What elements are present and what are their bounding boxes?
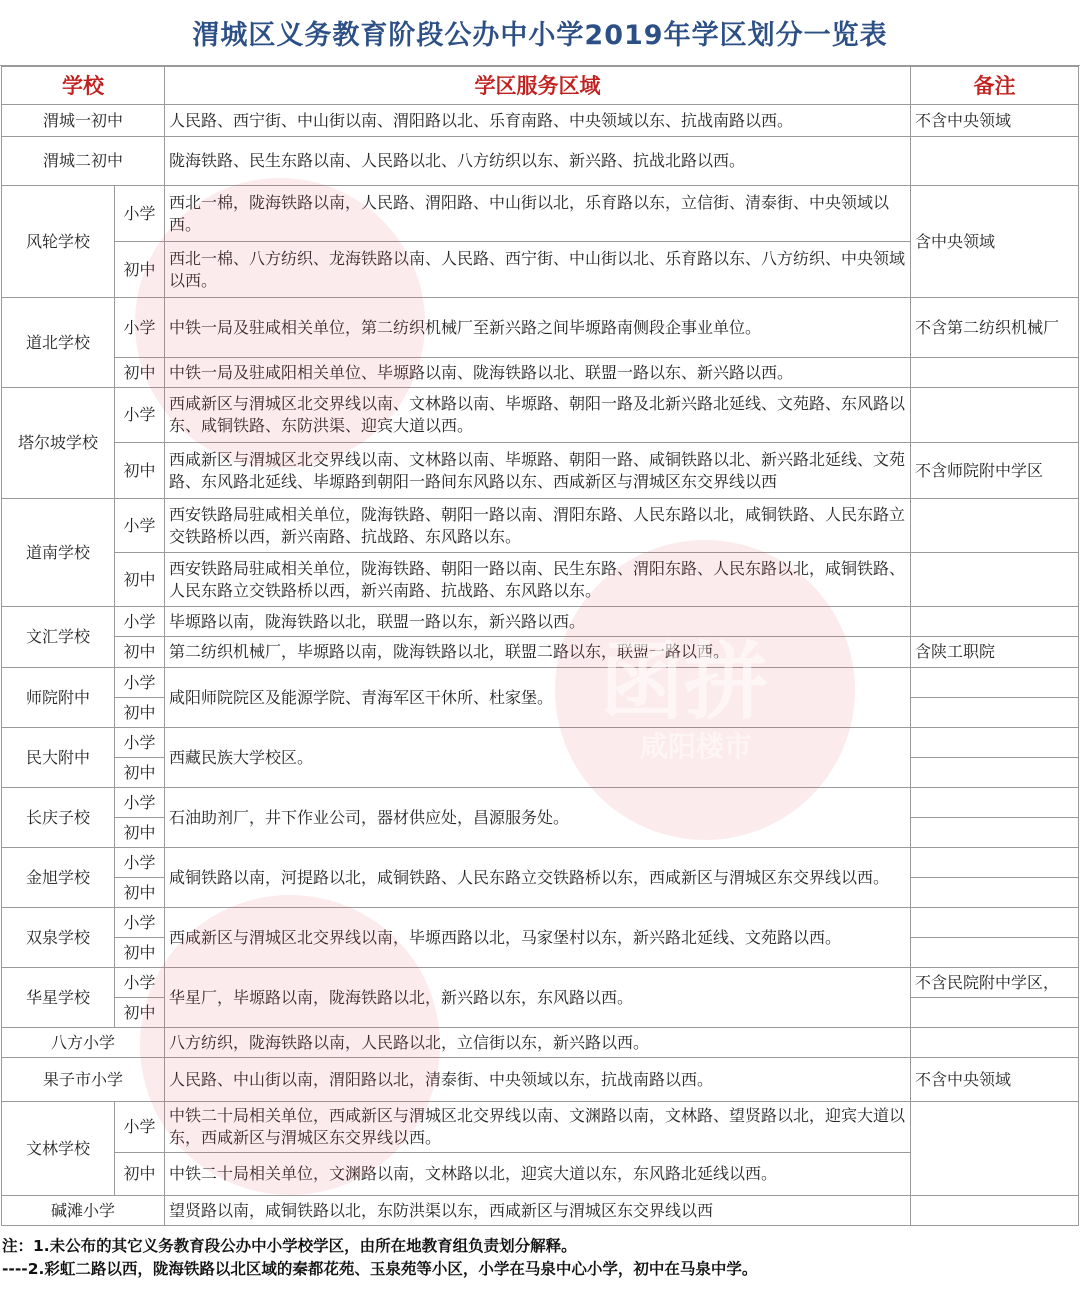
table-row <box>2 105 1079 137</box>
level-middle: 初中 <box>115 1153 165 1196</box>
table-row <box>2 137 1079 186</box>
table-row <box>2 388 1079 443</box>
level-middle: 初中 <box>115 878 165 908</box>
level-middle: 初中 <box>115 938 165 968</box>
table-row <box>2 358 1079 388</box>
table-row <box>2 968 1079 998</box>
district-note: 不含师院附中学区 <box>911 443 1079 499</box>
district-note <box>911 1102 1079 1196</box>
school-name: 文汇学校 <box>2 607 115 668</box>
school-name: 果子市小学 <box>2 1058 165 1102</box>
district-area: 西安铁路局驻咸相关单位，陇海铁路、朝阳一路以南、民生东路、渭阳东路、人民东路以北，咸铜铁路、人民东路立交铁路桥以西，新兴南路、抗战路、东风路以东。 <box>165 553 911 607</box>
table-row <box>2 728 1079 758</box>
district-note <box>911 607 1079 637</box>
district-area: 八方纺织，陇海铁路以南，人民路以北，立信街以东，新兴路以西。 <box>165 1028 911 1058</box>
district-note <box>911 1028 1079 1058</box>
header-school: 学校 <box>2 67 165 105</box>
district-note: 不含第二纺织机械厂 <box>911 298 1079 358</box>
district-area: 毕塬路以南，陇海铁路以北，联盟一路以东，新兴路以西。 <box>165 607 911 637</box>
district-note: 含陕工职院 <box>911 637 1079 668</box>
table-row <box>2 637 1079 668</box>
school-name: 华星学校 <box>2 968 115 1028</box>
district-note <box>911 758 1079 788</box>
district-area: 中铁二十局相关单位，文渊路以南，文林路以北，迎宾大道以东，东风路北延线以西。 <box>165 1153 911 1196</box>
table-row <box>2 1058 1079 1102</box>
table-row <box>2 607 1079 637</box>
school-district-table <box>1 66 1079 1226</box>
table-row <box>2 1102 1079 1153</box>
level-primary: 小学 <box>115 848 165 878</box>
district-area: 西咸新区与渭城区北交界线以南，毕塬西路以北，马家堡村以东，新兴路北延线、文苑路以西。 <box>165 908 911 968</box>
district-note <box>911 388 1079 443</box>
district-area: 西藏民族大学校区。 <box>165 728 911 788</box>
district-note <box>911 499 1079 553</box>
district-area: 人民路、西宁街、中山街以南、渭阳路以北、乐育南路、中央领域以东、抗战南路以西。 <box>165 105 911 137</box>
district-area: 西咸新区与渭城区北交界线以南、文林路以南、毕塬路、朝阳一路、咸铜铁路以北、新兴路北延线、文苑路、东风路北延线、毕塬路到朝阳一路间东风路以东、西咸新区与渭城区东交界线以西 <box>165 443 911 499</box>
district-area: 咸铜铁路以南，河提路以北，咸铜铁路、人民东路立交铁路桥以东，西咸新区与渭城区东交界线以西。 <box>165 848 911 908</box>
header-note: 备注 <box>911 67 1079 105</box>
watermark-brand-text: 函拼 <box>600 633 769 731</box>
table-row <box>2 848 1079 878</box>
district-note <box>911 668 1079 698</box>
level-primary: 小学 <box>115 186 165 242</box>
header-area: 学区服务区域 <box>165 67 911 105</box>
district-note <box>911 818 1079 848</box>
school-name: 渭城二初中 <box>2 137 165 186</box>
level-primary: 小学 <box>115 298 165 358</box>
district-note <box>911 553 1079 607</box>
table-row <box>2 186 1079 242</box>
district-area: 望贤路以南，咸铜铁路以北，东防洪渠以东，西咸新区与渭城区东交界线以西 <box>165 1196 911 1226</box>
school-name: 道北学校 <box>2 298 115 388</box>
school-name: 渭城一初中 <box>2 105 165 137</box>
level-primary: 小学 <box>115 499 165 553</box>
footnote-1: 注：1.未公布的其它义务教育段公办中小学校学区，由所在地教育组负责划分解释。 <box>2 1237 577 1255</box>
school-name: 双泉学校 <box>2 908 115 968</box>
level-primary: 小学 <box>115 1102 165 1153</box>
district-area: 中铁二十局相关单位，西咸新区与渭城区北交界线以南、文渊路以南，文林路、望贤路以北，迎宾大道以东，西咸新区与渭城区东交界线以西。 <box>165 1102 911 1153</box>
level-middle: 初中 <box>115 242 165 298</box>
district-area: 第二纺织机械厂，毕塬路以南，陇海铁路以北，联盟二路以东，联盟一路以西。 <box>165 637 911 668</box>
district-note <box>911 728 1079 758</box>
level-primary: 小学 <box>115 388 165 443</box>
district-area: 西北一棉，陇海铁路以南，人民路、渭阳路、中山街以北，乐育路以东，立信街、清泰街、中央领域以西。 <box>165 186 911 242</box>
school-name: 金旭学校 <box>2 848 115 908</box>
table-row <box>2 553 1079 607</box>
level-middle: 初中 <box>115 358 165 388</box>
district-area: 中铁一局及驻咸相关单位，第二纺织机械厂至新兴路之间毕塬路南侧段企事业单位。 <box>165 298 911 358</box>
table-row <box>2 443 1079 499</box>
district-note <box>911 358 1079 388</box>
district-area: 西北一棉、八方纺织、龙海铁路以南、人民路、西宁街、中山街以北、乐育路以东、八方纺织、中央领域以西。 <box>165 242 911 298</box>
district-note: 不含民院附中学区， <box>911 968 1079 998</box>
school-name: 风轮学校 <box>2 186 115 298</box>
level-primary: 小学 <box>115 728 165 758</box>
footnotes <box>2 1235 1078 1281</box>
district-note <box>911 698 1079 728</box>
table-row <box>2 499 1079 553</box>
level-middle: 初中 <box>115 553 165 607</box>
district-note <box>911 908 1079 938</box>
school-name: 碱滩小学 <box>2 1196 165 1226</box>
district-area: 人民路、中山街以南，渭阳路以北，清泰街、中央领域以东，抗战南路以西。 <box>165 1058 911 1102</box>
level-middle: 初中 <box>115 758 165 788</box>
level-middle: 初中 <box>115 818 165 848</box>
district-area: 石油助剂厂，井下作业公司，器材供应处，昌源服务处。 <box>165 788 911 848</box>
school-name: 八方小学 <box>2 1028 165 1058</box>
district-note: 含中央领域 <box>911 186 1079 298</box>
level-middle: 初中 <box>115 698 165 728</box>
district-note <box>911 788 1079 818</box>
table-row <box>2 668 1079 698</box>
school-name: 文林学校 <box>2 1102 115 1196</box>
district-area: 西安铁路局驻咸相关单位，陇海铁路、朝阳一路以南、渭阳东路、人民东路以北，咸铜铁路、人民东路立交铁路桥以西，新兴南路、抗战路、东风路以东。 <box>165 499 911 553</box>
school-name: 塔尔坡学校 <box>2 388 115 499</box>
school-name: 师院附中 <box>2 668 115 728</box>
table-row <box>2 298 1079 358</box>
district-note <box>911 998 1079 1028</box>
table-row <box>2 1028 1079 1058</box>
district-area: 中铁一局及驻咸阳相关单位、毕塬路以南、陇海铁路以北、联盟一路以东、新兴路以西。 <box>165 358 911 388</box>
school-name: 道南学校 <box>2 499 115 607</box>
district-note: 不含中央领域 <box>911 105 1079 137</box>
footnote-2: ----2.彩虹二路以西，陇海铁路以北区域的秦都花苑、玉泉苑等小区，小学在马泉中心小学，初中在马泉中学。 <box>2 1260 758 1278</box>
level-middle: 初中 <box>115 637 165 668</box>
watermark-sub-text: 咸阳楼市 <box>640 730 753 763</box>
district-area: 华星厂，毕塬路以南，陇海铁路以北，新兴路以东，东风路以西。 <box>165 968 911 1028</box>
level-primary: 小学 <box>115 968 165 998</box>
level-primary: 小学 <box>115 607 165 637</box>
district-note: 不含中央领域 <box>911 1058 1079 1102</box>
level-primary: 小学 <box>115 908 165 938</box>
page-title: 渭城区义务教育阶段公办中小学2019年学区划分一览表 <box>0 0 1080 66</box>
district-area: 陇海铁路、民生东路以南、人民路以北、八方纺织以东、新兴路、抗战北路以西。 <box>165 137 911 186</box>
table-row <box>2 908 1079 938</box>
district-note <box>911 137 1079 186</box>
level-primary: 小学 <box>115 668 165 698</box>
level-middle: 初中 <box>115 998 165 1028</box>
district-note <box>911 1196 1079 1226</box>
level-middle: 初中 <box>115 443 165 499</box>
table-header-row <box>2 67 1079 105</box>
table-row <box>2 788 1079 818</box>
district-area: 西咸新区与渭城区北交界线以南、文林路以南、毕塬路、朝阳一路及北新兴路北延线、文苑路、东风路以东、咸铜铁路、东防洪渠、迎宾大道以西。 <box>165 388 911 443</box>
school-name: 民大附中 <box>2 728 115 788</box>
district-note <box>911 848 1079 878</box>
school-name: 长庆子校 <box>2 788 115 848</box>
district-note <box>911 878 1079 908</box>
level-primary: 小学 <box>115 788 165 818</box>
table-row <box>2 1196 1079 1226</box>
district-area: 咸阳师院院区及能源学院、青海军区干休所、杜家堡。 <box>165 668 911 728</box>
district-note <box>911 938 1079 968</box>
